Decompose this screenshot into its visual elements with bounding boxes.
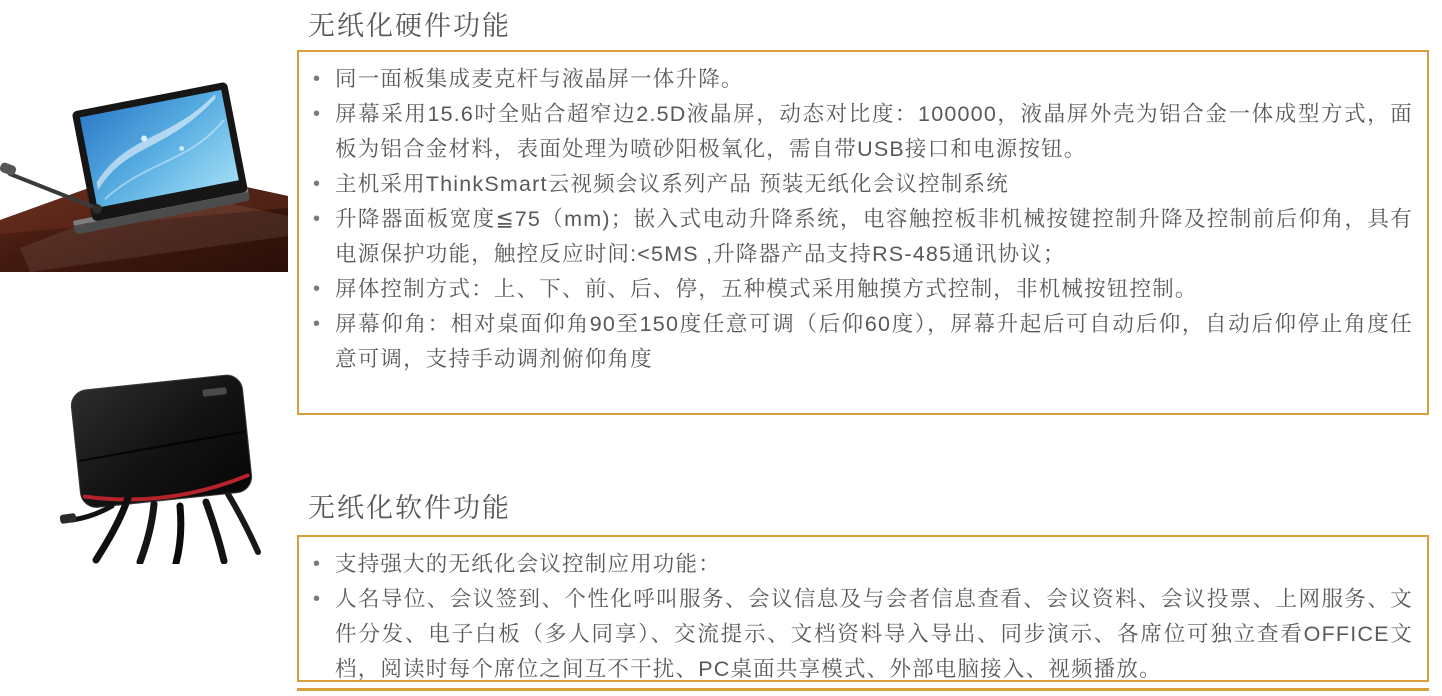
list-item: • 同一面板集成麦克杆与液晶屏一体升降。 (299, 62, 1413, 97)
software-feature-box (297, 535, 1429, 682)
list-item: • 升降器面板宽度≦75（mm)；嵌入式电动升降系统，电容触控板非机械按键控制升降及控制前后仰角，具有电源保护功能，触控反应时间:<5MS ,升降器产品支持RS-485通讯协议； (299, 202, 1413, 272)
audio-plug (60, 506, 112, 524)
hardware-feature-box (297, 50, 1429, 415)
list-item: • 屏幕仰角：相对桌面仰角90至150度任意可调（后仰60度），屏幕升起后可自动后仰，自动后仰停止角度任意可调，支持手动调剂俯仰角度 (299, 307, 1413, 377)
software-section-title: 无纸化软件功能 (308, 493, 511, 523)
lift-monitor-desk-image (0, 58, 288, 272)
bottom-divider (297, 688, 1429, 691)
list-item: • 屏幕采用15.6吋全贴合超窄边2.5D液晶屏，动态对比度：100000，液晶屏外壳为铝合金一体成型方式，面板为铝合金材料，表面处理为喷砂阳极氧化，需自带USB接口和电源按钮。 (299, 97, 1413, 167)
control-box-image (58, 356, 270, 564)
hardware-section-title: 无纸化硬件功能 (308, 11, 511, 41)
list-item: • 人名导位、会议签到、个性化呼叫服务、会议信息及与会者信息查看、会议资料、会议投票、上网服务、文件分发、电子白板（多人同享）、交流提示、文档资料导入导出、同步演示、各席位可独立查看OFFICE文档，阅读时每个席位之间互不干扰、PC桌面共享模式、外部电脑接入、视频播放。 (299, 582, 1413, 687)
list-item: • 支持强大的无纸化会议控制应用功能： (299, 547, 1413, 582)
hardware-feature-list (299, 62, 1427, 377)
software-feature-list (299, 547, 1427, 687)
list-item: • 主机采用ThinkSmart云视频会议系列产品 预装无纸化会议控制系统 (299, 167, 1413, 202)
list-item: • 屏体控制方式：上、下、前、后、停，五种模式采用触摸方式控制，非机械按钮控制。 (299, 272, 1413, 307)
